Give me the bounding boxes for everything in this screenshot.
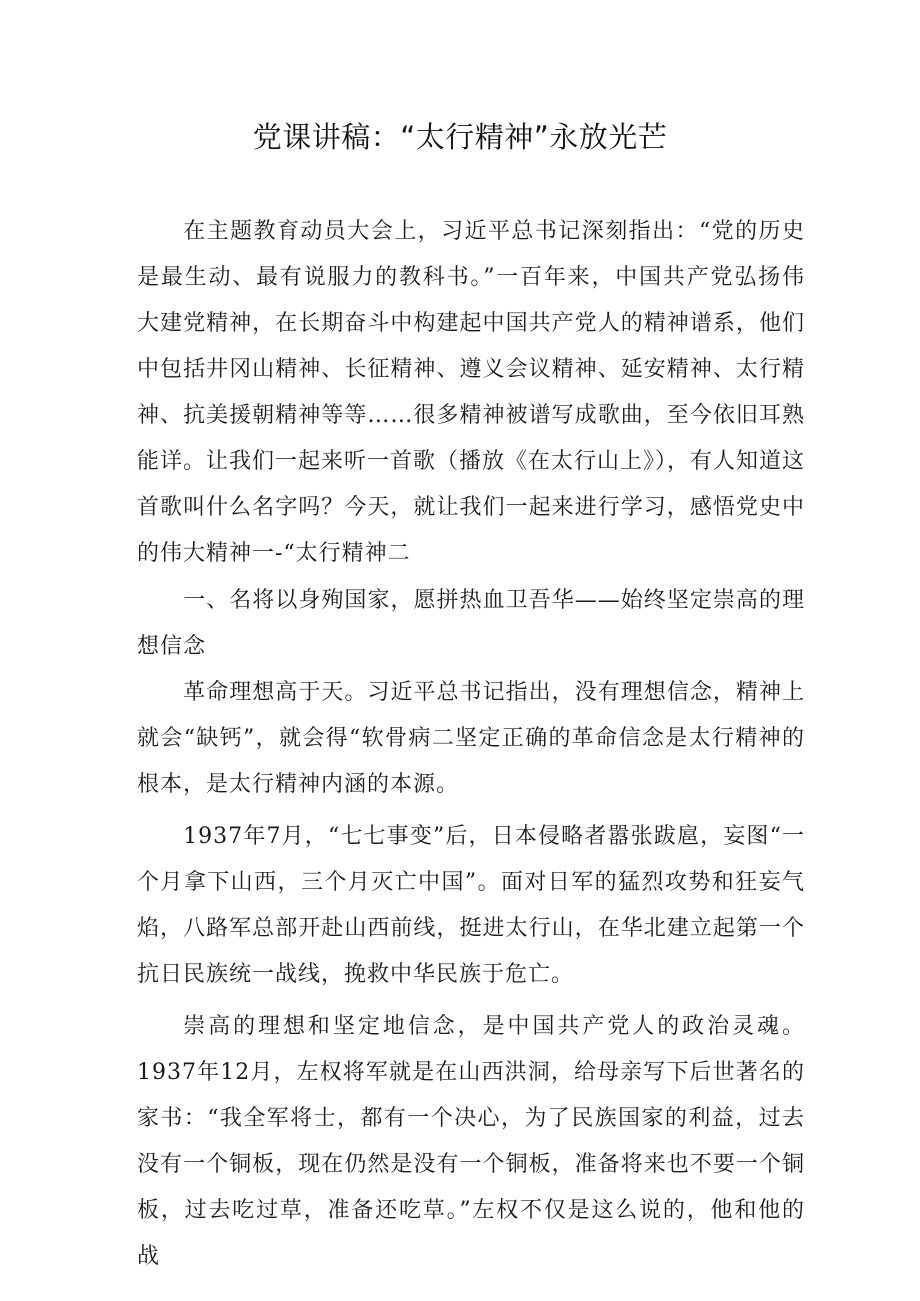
page-title: 党课讲稿：“太行精神”永放光芒 [252,120,668,154]
document-body [137,209,805,1280]
paragraph-1937-july: 1937年7月，“七七事变”后，日本侵略者嚣张跋扈，妄图“一个月拿下山西，三个月灭亡中国”。面对日军的猛烈攻势和狂妄气焰，八路军总部开赴山西前线，挺进太行山，在华北建立起第一个抗日民族统一战线，挽救中华民族于危亡。 [137,824,805,987]
paragraph-ideals: 革命理想高于天。习近平总书记指出，没有理想信念，精神上就会“缺钙”，就会得“软骨病二坚定正确的革命信念是太行精神的根本，是太行精神内涵的本源。 [137,680,805,797]
paragraph-intro: 在主题教育动员大会上，习近平总书记深刻指出：“党的历史是最生动、最有说服力的教科书。”一百年来，中国共产党弘扬伟大建党精神，在长期奋斗中构建起中国共产党人的精神谱系，他们中包括井冈山精神、长征精神、遵义会议精神、延安精神、太行精神、抗美援朝精神等等……很多精神被谱写成歌曲，至今依旧耳熟能详。让我们一起来听一首歌（播放《在太行山上》），有人知道这首歌叫什么名字吗？今天，就让我们一起来进行学习，感悟党史中的伟大精神一-“太行精神二 [137,219,806,566]
paragraph-zuoquan-letter: 崇高的理想和坚定地信念，是中国共产党人的政治灵魂。1937年12月，左权将军就是在山西洪洞，给母亲写下后世著名的家书：“我全军将士，都有一个决心，为了民族国家的利益，过去没有一个铜板，现在仍然是没有一个铜板，准备将来也不要一个铜板，过去吃过草，准备还吃草。”左权不仅是这么说的，他和他的战 [137,1014,805,1269]
section-heading-1: 一、名将以身殉国家，愿拼热血卫吾华——始终坚定崇高的理想信念 [137,588,805,659]
